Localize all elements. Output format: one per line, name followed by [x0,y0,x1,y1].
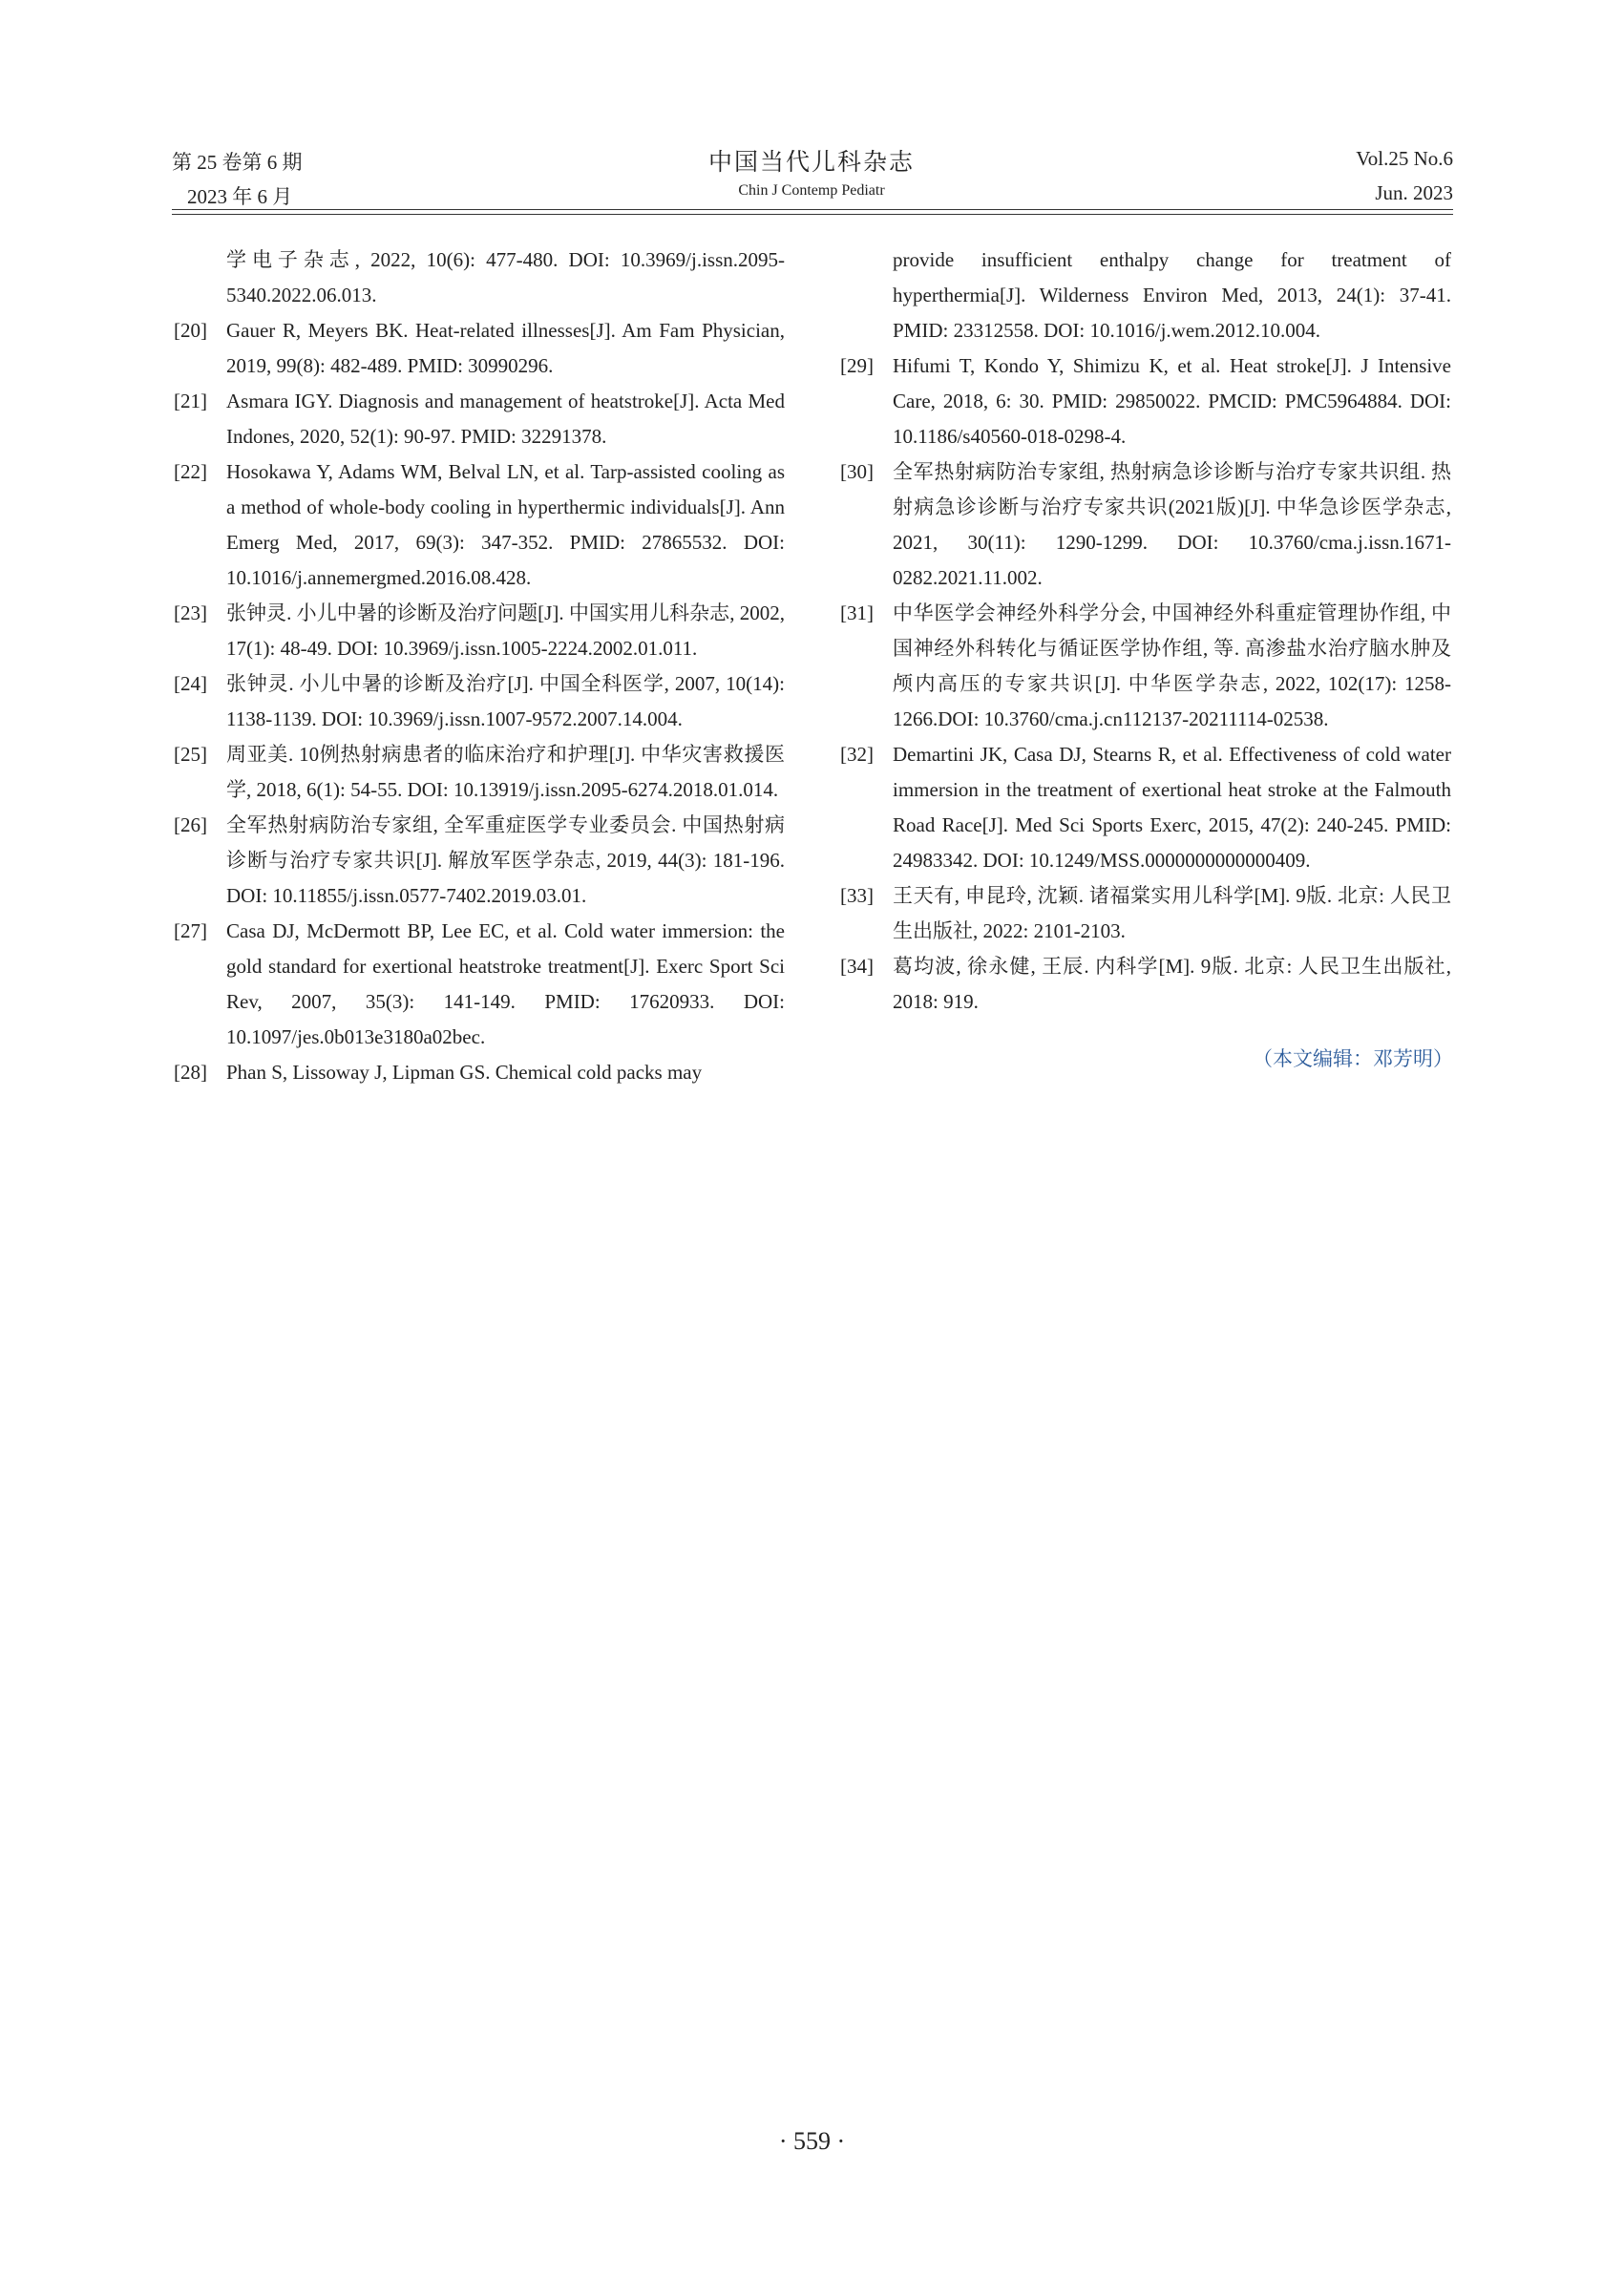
reference-number: [34] [840,955,874,978]
reference-text: Phan S, Lissoway J, Lipman GS. Chemical cold packs may [226,1061,703,1084]
reference-item [174,454,785,596]
page-number: · 559 · [778,2127,846,2155]
reference-number: [23] [174,601,207,624]
reference-text: 全军热射病防治专家组, 热射病急诊诊断与治疗专家共识组. 热射病急诊诊断与治疗专家共识(2021版)[J]. 中华急诊医学杂志, 2021, 30(11): 1290-1299. DOI: 10.3760/cma.j.issn.1671-0282.2021.11.002. [893,460,1451,589]
reference-number: [24] [174,672,207,695]
header-date-cn: 2023 年 6 月 [187,185,293,208]
header-date-en: Jun. 2023 [1375,181,1453,204]
right-column [840,243,1451,1020]
editor-note: （本文编辑：邓芳明） [1253,1047,1453,1070]
journal-title-en: Chin J Contemp Pediatr [738,182,885,199]
reference-item [174,313,785,384]
reference-item [840,596,1451,737]
reference-item [840,878,1451,949]
reference-text: 王天有, 申昆玲, 沈颖. 诸福棠实用儿科学[M]. 9版. 北京: 人民卫生出版社, 2022: 2101-2103. [893,884,1451,942]
header-rule-top [172,209,1453,210]
reference-item [174,737,785,808]
reference-number: [26] [174,813,207,836]
reference-item [174,596,785,666]
reference-text: provide insufficient enthalpy change for treatment of hyperthermia[J]. Wilderness Environ Med, 2013, 24(1): 37-41. PMID: 23312558. DOI: 10.1016/j.wem.2012.10.004. [893,248,1451,342]
reference-text: 学电子杂志, 2022, 10(6): 477-480. DOI: 10.3969/j.issn.2095-5340.2022.06.013. [226,248,785,306]
reference-text: 葛均波, 徐永健, 王辰. 内科学[M]. 9版. 北京: 人民卫生出版社, 2018: 919. [893,955,1451,1013]
reference-number: [33] [840,884,874,907]
reference-item [840,454,1451,596]
reference-number: [30] [840,460,874,483]
reference-number: [20] [174,319,207,342]
header-rule-bottom [172,214,1453,215]
reference-number: [21] [174,390,207,412]
reference-number: [22] [174,460,207,483]
reference-number: [32] [840,743,874,766]
reference-item [174,384,785,454]
reference-text: Hosokawa Y, Adams WM, Belval LN, et al. Tarp-assisted cooling as a method of whole-body cooling in hyperthermic individuals[J]. Ann Emerg Med, 2017, 69(3): 347-352. PMID: 27865532. DOI: 10.1016/j.annemergmed.2016.08.428. [226,460,785,589]
reference-text: Hifumi T, Kondo Y, Shimizu K, et al. Heat stroke[J]. J Intensive Care, 2018, 6: 30. PMID: 29850022. PMCID: PMC5964884. DOI: 10.1186/s40560-018-0298-4. [893,354,1451,448]
left-column [174,243,785,1090]
reference-number: [28] [174,1061,207,1084]
reference-continuation [174,243,785,313]
reference-text: 张钟灵. 小儿中暑的诊断及治疗[J]. 中国全科医学, 2007, 10(14): 1138-1139. DOI: 10.3969/j.issn.1007-9572.2007.14.004. [226,672,785,730]
reference-text: 周亚美. 10例热射病患者的临床治疗和护理[J]. 中华灾害救援医学, 2018, 6(1): 54-55. DOI: 10.13919/j.issn.2095-6274.2018.01.014. [226,743,785,801]
header-volume-en: Vol.25 No.6 [1356,147,1453,170]
reference-item [840,348,1451,454]
reference-number: [31] [840,601,874,624]
reference-item [174,808,785,914]
reference-text: 中华医学会神经外科学分会, 中国神经外科重症管理协作组, 中国神经外科转化与循证医学协作组, 等. 高渗盐水治疗脑水肿及颅内高压的专家共识[J]. 中华医学杂志, 2022, 102(17): 1258-1266.DOI: 10.3760/cma.j.cn112137-20211114-02538. [893,601,1451,730]
reference-text: Demartini JK, Casa DJ, Stearns R, et al. Effectiveness of cold water immersion in the treatment of exertional heat stroke at the Falmouth Road Race[J]. Med Sci Sports Exerc, 2015, 47(2): 240-245. PMID: 24983342. DOI: 10.1249/MSS.0000000000000409. [893,743,1451,872]
reference-number: [29] [840,354,874,377]
reference-item [174,914,785,1055]
journal-title-cn: 中国当代儿科杂志 [707,150,915,176]
reference-text: 全军热射病防治专家组, 全军重症医学专业委员会. 中国热射病诊断与治疗专家共识[J]. 解放军医学杂志, 2019, 44(3): 181-196. DOI: 10.11855/j.issn.0577-7402.2019.03.01. [226,813,785,907]
reference-number: [27] [174,919,207,942]
reference-item [840,737,1451,878]
reference-continuation [840,243,1451,348]
reference-text: Asmara IGY. Diagnosis and management of heatstroke[J]. Acta Med Indones, 2020, 52(1): 90-97. PMID: 32291378. [226,390,785,448]
reference-item [174,666,785,737]
reference-item [174,1055,785,1090]
reference-text: Casa DJ, McDermott BP, Lee EC, et al. Cold water immersion: the gold standard for exertional heatstroke treatment[J]. Exerc Sport Sci Rev, 2007, 35(3): 141-149. PMID: 17620933. DOI: 10.1097/jes.0b013e3180a02bec. [226,919,785,1048]
reference-number: [25] [174,743,207,766]
reference-text: Gauer R, Meyers BK. Heat-related illnesses[J]. Am Fam Physician, 2019, 99(8): 482-489. PMID: 30990296. [226,319,785,377]
header-volume-cn: 第 25 卷第 6 期 [172,151,303,174]
reference-text: 张钟灵. 小儿中暑的诊断及治疗问题[J]. 中国实用儿科杂志, 2002, 17(1): 48-49. DOI: 10.3969/j.issn.1005-2224.2002.01.011. [226,601,785,660]
reference-item [840,949,1451,1020]
